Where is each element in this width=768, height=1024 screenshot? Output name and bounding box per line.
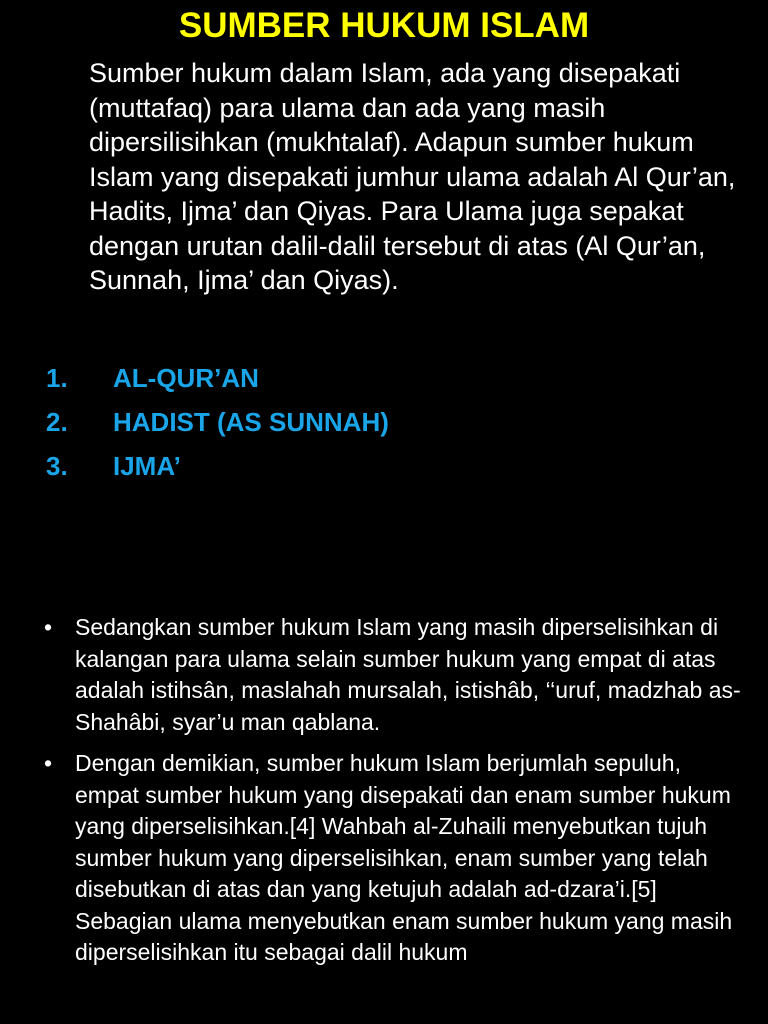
numbered-list: [46, 358, 746, 490]
bullet-item: [44, 748, 744, 969]
item-label: AL-QUR’AN: [113, 363, 259, 393]
item-number: 1.: [46, 363, 68, 393]
bullet-text: Sedangkan sumber hukum Islam yang masih diperselisihkan di kalangan para ulama selain sumber hukum yang empat di atas adalah istihsân, maslahah mursalah, istishâb, ‘‘uruf, madzhab as-Shahâbi, syar’u man qablana.: [75, 614, 741, 735]
bullet-icon: •: [44, 750, 53, 776]
numbered-item-hadist: [46, 402, 746, 446]
numbered-item-al-quran: [46, 358, 746, 402]
bullet-item: [44, 612, 744, 738]
intro-paragraph: Sumber hukum dalam Islam, ada yang disepakati (muttafaq) para ulama dan ada yang masih dipersilisihkan (mukhtalaf). Adapun sumber hukum Islam yang disepakati jumhur ulama adalah Al Qur’an, Hadits, Ijma’ dan Qiyas. Para Ulama juga sepakat dengan urutan dalil-dalil tersebut di atas (Al Qur’an, Sunnah, Ijma’ dan Qiyas).: [89, 58, 736, 295]
item-number: 2.: [46, 407, 68, 437]
slide-title: SUMBER HUKUM ISLAM: [178, 6, 590, 45]
bullet-text: Dengan demikian, sumber hukum Islam berjumlah sepuluh, empat sumber hukum yang disepakati dan enam sumber hukum yang diperselisihkan.[4] Wahbah al-Zuhaili menyebutkan tujuh sumber hukum yang diperselisihkan, enam sumber yang telah disebutkan di atas dan yang ketujuh adalah ad-dzara’i.[5] Sebagian ulama menyebutkan enam sumber hukum yang masih diperselisihkan itu sebagai dalil hukum: [75, 750, 733, 965]
numbered-item-ijma: [46, 446, 746, 490]
item-number: 3.: [46, 451, 68, 481]
item-label: HADIST (AS SUNNAH): [113, 407, 389, 437]
bullet-icon: •: [44, 614, 53, 640]
bullet-list: [44, 612, 744, 979]
item-label: IJMA’: [113, 451, 181, 481]
